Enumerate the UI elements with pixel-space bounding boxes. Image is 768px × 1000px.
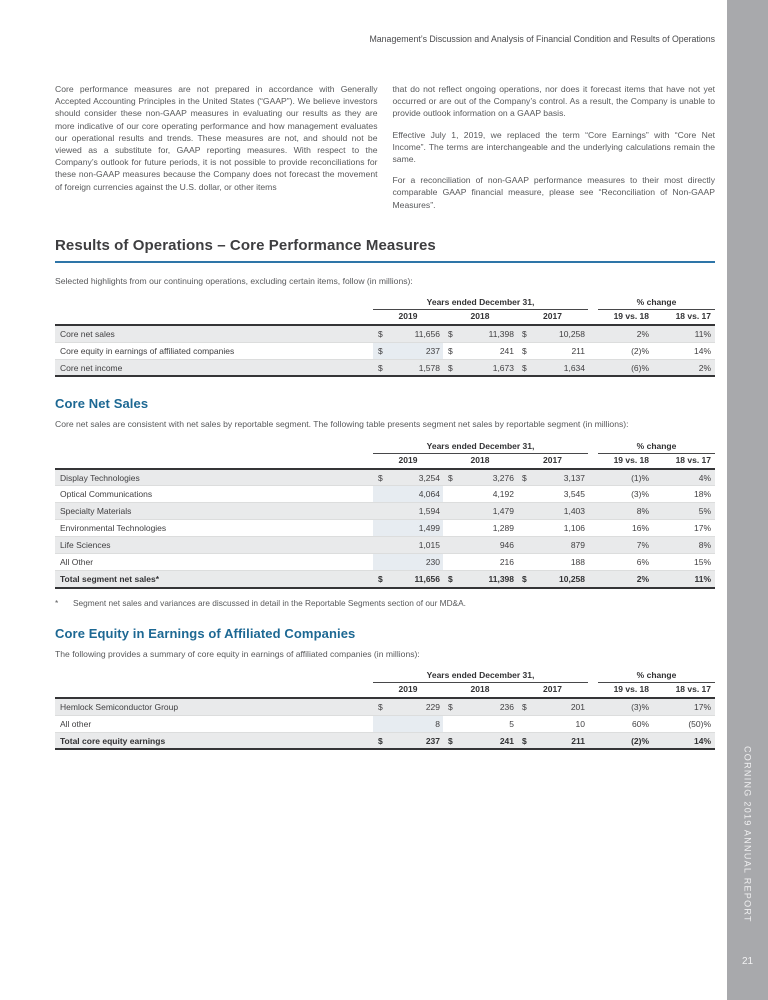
- value-cell: 237: [393, 732, 443, 749]
- table-row: [55, 486, 715, 503]
- value-cell: (3)%: [598, 698, 653, 715]
- spacer-cell: [588, 453, 598, 469]
- segment-net-sales-table: [55, 438, 715, 589]
- table-body: [55, 698, 715, 749]
- sidebar-vertical-title: CORNING 2019 ANNUAL REPORT: [742, 746, 753, 923]
- core-equity-heading: Core Equity in Earnings of Affiliated Companies: [55, 625, 356, 641]
- value-cell: 6%: [598, 554, 653, 571]
- value-cell: 3,254: [393, 469, 443, 486]
- change-header: 18 vs. 17: [653, 453, 715, 469]
- dollar-sign-cell: $: [443, 325, 465, 342]
- table-row: [55, 503, 715, 520]
- dollar-sign-cell: [373, 486, 393, 503]
- value-cell: 2%: [653, 359, 715, 376]
- column-header-row: [55, 310, 715, 326]
- group-header-row: [55, 438, 715, 453]
- value-cell: 229: [393, 698, 443, 715]
- dollar-sign-cell: $: [517, 698, 539, 715]
- value-cell: 1,594: [393, 503, 443, 520]
- dollar-sign-cell: $: [517, 359, 539, 376]
- dollar-sign-cell: $: [373, 571, 393, 588]
- footnote-asterisk: *: [55, 597, 59, 608]
- value-cell: 4,064: [393, 486, 443, 503]
- spacer-cell: [588, 571, 598, 588]
- value-cell: 17%: [653, 520, 715, 537]
- row-label: Total core equity earnings: [55, 732, 373, 749]
- value-cell: 201: [539, 698, 588, 715]
- table-row: [55, 698, 715, 715]
- table-row: [55, 520, 715, 537]
- value-cell: 2%: [598, 325, 653, 342]
- group-header-row: [55, 668, 715, 683]
- value-cell: 879: [539, 537, 588, 554]
- dollar-sign-cell: [373, 715, 393, 732]
- dollar-sign-cell: $: [443, 342, 465, 359]
- value-cell: 11,656: [393, 325, 443, 342]
- row-label: All Other: [55, 554, 373, 571]
- table-row: [55, 732, 715, 749]
- paragraph: that do not reflect ongoing operations, nor does it forecast items that have not yet occurred or are out of the Company’s control. As a result, the Company is unable to provide outlook information on a GAAP basis.: [392, 84, 715, 119]
- dollar-sign-cell: $: [443, 359, 465, 376]
- dollar-sign-cell: [373, 503, 393, 520]
- table-row: [55, 715, 715, 732]
- report-side-band: [727, 0, 768, 1000]
- paragraph: Effective July 1, 2019, we replaced the term “Core Earnings” with “Core Net Income”. The terms are interchangeable and the underlying calculations remain the same.: [392, 129, 715, 165]
- value-cell: 14%: [653, 342, 715, 359]
- paragraph: Core performance measures are not prepared in accordance with Generally Accepted Accounting Principles in the United States (“GAAP”). We believe investors should consider these non-GAAP measures in evaluating our results as they are more indicative of our core operating performance and how management evaluates our operational results and trends. These measures are not, and should not be viewed as a substitute for, GAAP reporting measures. With respect to the Company’s outlook for future periods, it is not possible to provide reconciliations for these non-GAAP measures because the Company does not forecast the movement of foreign currencies against the U.S. dollar, or other items: [55, 84, 378, 192]
- value-cell: 1,106: [539, 520, 588, 537]
- core-equity-subtitle: The following provides a summary of core equity in earnings of affiliated companies (in millions):: [55, 648, 420, 659]
- section-subtitle: Selected highlights from our continuing operations, excluding certain items, follow (in millions):: [55, 275, 413, 286]
- years-group-header: Years ended December 31,: [373, 295, 588, 310]
- row-label: Life Sciences: [55, 537, 373, 554]
- year-header: 2018: [443, 683, 517, 699]
- empty-cell: [55, 310, 373, 326]
- value-cell: 14%: [653, 732, 715, 749]
- change-header: 19 vs. 18: [598, 453, 653, 469]
- value-cell: 241: [465, 732, 517, 749]
- spacer-cell: [588, 310, 598, 326]
- dollar-sign-cell: [443, 715, 465, 732]
- value-cell: 230: [393, 554, 443, 571]
- value-cell: (1)%: [598, 469, 653, 486]
- table-header: [55, 668, 715, 699]
- change-header: 19 vs. 18: [598, 310, 653, 326]
- section-title: Results of Operations – Core Performance Measures: [55, 237, 715, 263]
- dollar-sign-cell: $: [443, 571, 465, 588]
- table-header: [55, 295, 715, 326]
- row-label: All other: [55, 715, 373, 732]
- row-label: Optical Communications: [55, 486, 373, 503]
- intro-column-right: [393, 83, 716, 211]
- dollar-sign-cell: $: [373, 732, 393, 749]
- intro-text-columns: [55, 83, 715, 211]
- dollar-sign-cell: $: [517, 342, 539, 359]
- value-cell: 16%: [598, 520, 653, 537]
- years-group-header: Years ended December 31,: [373, 438, 588, 453]
- core-net-sales-subtitle: Core net sales are consistent with net sales by reportable segment. The following table presents segment net sales by reportable segment (in millions):: [55, 419, 629, 430]
- change-group-header: % change: [598, 295, 715, 310]
- value-cell: 10,258: [539, 571, 588, 588]
- value-cell: 11,398: [465, 325, 517, 342]
- value-cell: (6)%: [598, 359, 653, 376]
- change-group-header: % change: [598, 668, 715, 683]
- spacer-cell: [588, 698, 598, 715]
- value-cell: 211: [539, 732, 588, 749]
- value-cell: 2%: [598, 571, 653, 588]
- table-row: [55, 359, 715, 376]
- spacer-cell: [588, 503, 598, 520]
- dollar-sign-cell: $: [517, 325, 539, 342]
- table-row: [55, 469, 715, 486]
- highlights-table: [55, 295, 715, 378]
- dollar-sign-cell: $: [443, 732, 465, 749]
- value-cell: 3,137: [539, 469, 588, 486]
- value-cell: 15%: [653, 554, 715, 571]
- value-cell: 241: [465, 342, 517, 359]
- value-cell: 11%: [653, 571, 715, 588]
- empty-cell: [55, 438, 373, 453]
- dollar-sign-cell: $: [517, 732, 539, 749]
- year-header: 2019: [373, 683, 443, 699]
- dollar-sign-cell: $: [517, 469, 539, 486]
- value-cell: 3,545: [539, 486, 588, 503]
- value-cell: 60%: [598, 715, 653, 732]
- value-cell: 11,656: [393, 571, 443, 588]
- spacer-cell: [588, 325, 598, 342]
- value-cell: 4,192: [465, 486, 517, 503]
- dollar-sign-cell: [443, 503, 465, 520]
- spacer-cell: [588, 295, 598, 310]
- year-header: 2017: [517, 683, 588, 699]
- value-cell: 8%: [598, 503, 653, 520]
- year-header: 2018: [443, 453, 517, 469]
- value-cell: 1,499: [393, 520, 443, 537]
- spacer-cell: [588, 520, 598, 537]
- value-cell: 188: [539, 554, 588, 571]
- page-content: [55, 0, 715, 750]
- dollar-sign-cell: $: [373, 359, 393, 376]
- change-group-header: % change: [598, 438, 715, 453]
- running-header: Management’s Discussion and Analysis of Financial Condition and Results of Operations: [369, 34, 715, 44]
- value-cell: (50)%: [653, 715, 715, 732]
- table-row: [55, 325, 715, 342]
- change-header: 18 vs. 17: [653, 310, 715, 326]
- empty-cell: [55, 295, 373, 310]
- value-cell: 5%: [653, 503, 715, 520]
- dollar-sign-cell: [443, 520, 465, 537]
- table-row: [55, 342, 715, 359]
- dollar-sign-cell: [443, 554, 465, 571]
- core-equity-table: [55, 668, 715, 751]
- value-cell: 946: [465, 537, 517, 554]
- spacer-cell: [588, 668, 598, 683]
- table-row: [55, 571, 715, 588]
- value-cell: 216: [465, 554, 517, 571]
- spacer-cell: [588, 342, 598, 359]
- dollar-sign-cell: $: [443, 698, 465, 715]
- dollar-sign-cell: $: [373, 469, 393, 486]
- dollar-sign-cell: [373, 537, 393, 554]
- value-cell: (2)%: [598, 732, 653, 749]
- table-body: [55, 325, 715, 376]
- row-label: Core net sales: [55, 325, 373, 342]
- dollar-sign-cell: $: [443, 469, 465, 486]
- value-cell: 8: [393, 715, 443, 732]
- value-cell: 11%: [653, 325, 715, 342]
- dollar-sign-cell: [443, 537, 465, 554]
- spacer-cell: [588, 715, 598, 732]
- value-cell: 4%: [653, 469, 715, 486]
- value-cell: 1,479: [465, 503, 517, 520]
- dollar-sign-cell: $: [373, 342, 393, 359]
- row-label: Total segment net sales*: [55, 571, 373, 588]
- value-cell: 1,403: [539, 503, 588, 520]
- dollar-sign-cell: $: [373, 325, 393, 342]
- empty-cell: [55, 683, 373, 699]
- value-cell: 1,289: [465, 520, 517, 537]
- year-header: 2018: [443, 310, 517, 326]
- year-header: 2019: [373, 310, 443, 326]
- spacer-cell: [588, 554, 598, 571]
- empty-cell: [55, 668, 373, 683]
- value-cell: 1,578: [393, 359, 443, 376]
- row-label: Core equity in earnings of affiliated companies: [55, 342, 373, 359]
- spacer-cell: [588, 469, 598, 486]
- dollar-sign-cell: [373, 520, 393, 537]
- row-label: Display Technologies: [55, 469, 373, 486]
- row-label: Environmental Technologies: [55, 520, 373, 537]
- value-cell: 17%: [653, 698, 715, 715]
- spacer-cell: [588, 683, 598, 699]
- value-cell: 1,015: [393, 537, 443, 554]
- year-header: 2019: [373, 453, 443, 469]
- core-net-sales-heading: Core Net Sales: [55, 396, 149, 412]
- footnote-text: Segment net sales and variances are discussed in detail in the Reportable Segments section of our MD&A.: [73, 597, 466, 608]
- group-header-row: [55, 295, 715, 310]
- value-cell: 18%: [653, 486, 715, 503]
- row-label: Core net income: [55, 359, 373, 376]
- page-number: 21: [741, 956, 754, 967]
- value-cell: 7%: [598, 537, 653, 554]
- year-header: 2017: [517, 310, 588, 326]
- value-cell: 236: [465, 698, 517, 715]
- spacer-cell: [588, 486, 598, 503]
- empty-cell: [55, 453, 373, 469]
- table-row: [55, 554, 715, 571]
- value-cell: 8%: [653, 537, 715, 554]
- dollar-sign-cell: [517, 503, 539, 520]
- value-cell: (2)%: [598, 342, 653, 359]
- dollar-sign-cell: [517, 715, 539, 732]
- paragraph: For a reconciliation of non-GAAP performance measures to their most directly comparable GAAP financial measure, please see “Reconciliation of Non-GAAP Measures”.: [392, 175, 715, 210]
- spacer-cell: [588, 438, 598, 453]
- dollar-sign-cell: [517, 554, 539, 571]
- value-cell: 5: [465, 715, 517, 732]
- spacer-cell: [588, 732, 598, 749]
- value-cell: 10: [539, 715, 588, 732]
- years-group-header: Years ended December 31,: [373, 668, 588, 683]
- change-header: 19 vs. 18: [598, 683, 653, 699]
- row-label: Hemlock Semiconductor Group: [55, 698, 373, 715]
- dollar-sign-cell: [517, 537, 539, 554]
- value-cell: 237: [393, 342, 443, 359]
- table-body: [55, 469, 715, 588]
- table-row: [55, 537, 715, 554]
- dollar-sign-cell: [373, 554, 393, 571]
- dollar-sign-cell: [443, 486, 465, 503]
- value-cell: (3)%: [598, 486, 653, 503]
- dollar-sign-cell: [517, 486, 539, 503]
- row-label: Specialty Materials: [55, 503, 373, 520]
- dollar-sign-cell: [517, 520, 539, 537]
- value-cell: 11,398: [465, 571, 517, 588]
- value-cell: 3,276: [465, 469, 517, 486]
- spacer-cell: [588, 537, 598, 554]
- intro-column-left: [55, 83, 378, 211]
- column-header-row: [55, 453, 715, 469]
- dollar-sign-cell: $: [373, 698, 393, 715]
- value-cell: 1,673: [465, 359, 517, 376]
- spacer-cell: [588, 359, 598, 376]
- change-header: 18 vs. 17: [653, 683, 715, 699]
- year-header: 2017: [517, 453, 588, 469]
- dollar-sign-cell: $: [517, 571, 539, 588]
- value-cell: 10,258: [539, 325, 588, 342]
- value-cell: 1,634: [539, 359, 588, 376]
- table-header: [55, 438, 715, 469]
- table-footnote: [55, 598, 715, 608]
- column-header-row: [55, 683, 715, 699]
- value-cell: 211: [539, 342, 588, 359]
